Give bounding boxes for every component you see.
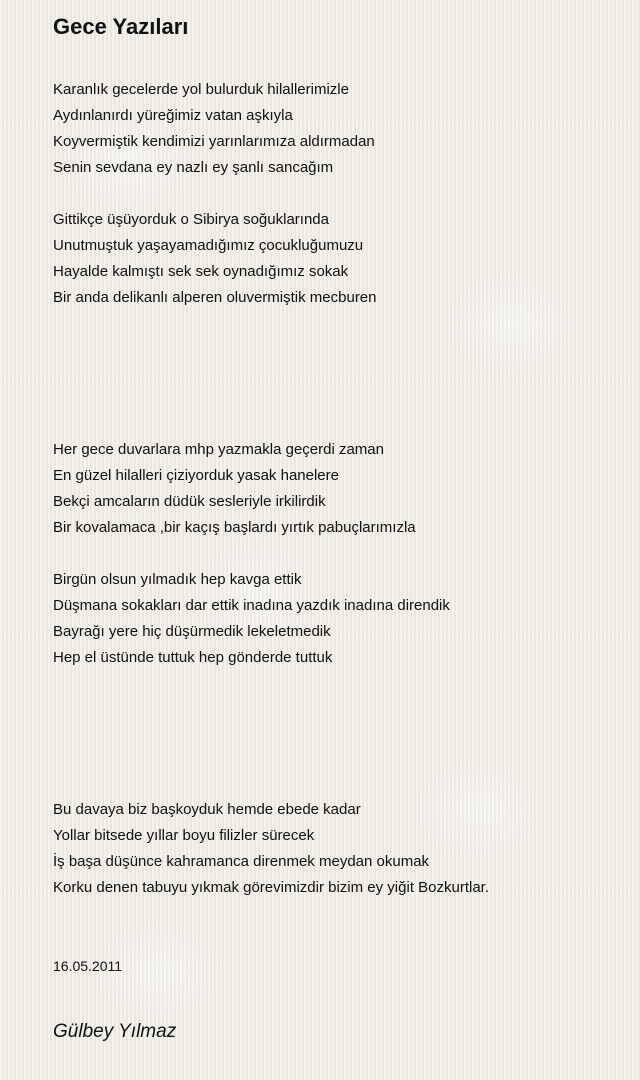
poem-title: Gece Yazıları [53,14,189,39]
stanza-gap [53,541,623,567]
poem-line: Düşmana sokakları dar ettik inadına yazdık inadına direndik [53,597,450,614]
poem-line: Bir anda delikanlı alperen oluvermiştik mecburen [53,289,377,306]
poem-line: Hayalde kalmıştı sek sek oynadığımız sokak [53,263,349,280]
poem-line: Koyvermiştik kendimizi yarınlarımıza aldırmadan [53,133,375,150]
stanza-5 [53,797,623,901]
poem-line: Bayrağı yere hiç düşürmedik lekeletmedik [53,623,331,640]
poem-line: Gittikçe üşüyorduk o Sibirya soğuklarında [53,211,329,228]
stanza-1 [53,77,623,181]
poem-line: Birgün olsun yılmadık hep kavga ettik [53,571,302,588]
stanza-2 [53,207,623,311]
poem-line: Her gece duvarlara mhp yazmakla geçerdi zaman [53,441,384,458]
section-gap [53,671,623,797]
poem-line: Karanlık gecelerde yol bulurduk hilallerimizle [53,81,349,98]
poem-line: En güzel hilalleri çiziyorduk yasak hanelere [53,467,339,484]
poem-date: 16.05.2011 [53,958,123,974]
poem-line: Aydınlanırdı yüreğimiz vatan aşkıyla [53,107,293,124]
section-gap [53,311,623,437]
poem-line: Hep el üstünde tuttuk hep gönderde tuttuk [53,649,333,666]
poem-line: Korku denen tabuyu yıkmak görevimizdir bizim ey yiğit Bozkurtlar. [53,879,490,896]
stanza-gap [53,181,623,207]
poem-line: Bu davaya biz başkoyduk hemde ebede kadar [53,801,361,818]
poem-author: Gülbey Yılmaz [53,1021,177,1042]
poem-line: Bekçi amcaların düdük sesleriyle irkilirdik [53,493,326,510]
poem-page [53,12,623,1045]
poem-line: Yollar bitsede yıllar boyu filizler sürecek [53,827,315,844]
poem-line: Bir kovalamaca ,bir kaçış başlardı yırtık pabuçlarımızla [53,519,416,536]
stanza-4 [53,567,623,671]
poem-line: İş başa düşünce kahramanca direnmek meydan okumak [53,853,430,870]
poem-line: Unutmuştuk yaşayamadığımız çocukluğumuzu [53,237,364,254]
poem-line: Senin sevdana ey nazlı ey şanlı sancağım [53,159,334,176]
poem-body [53,77,623,901]
stanza-3 [53,437,623,541]
